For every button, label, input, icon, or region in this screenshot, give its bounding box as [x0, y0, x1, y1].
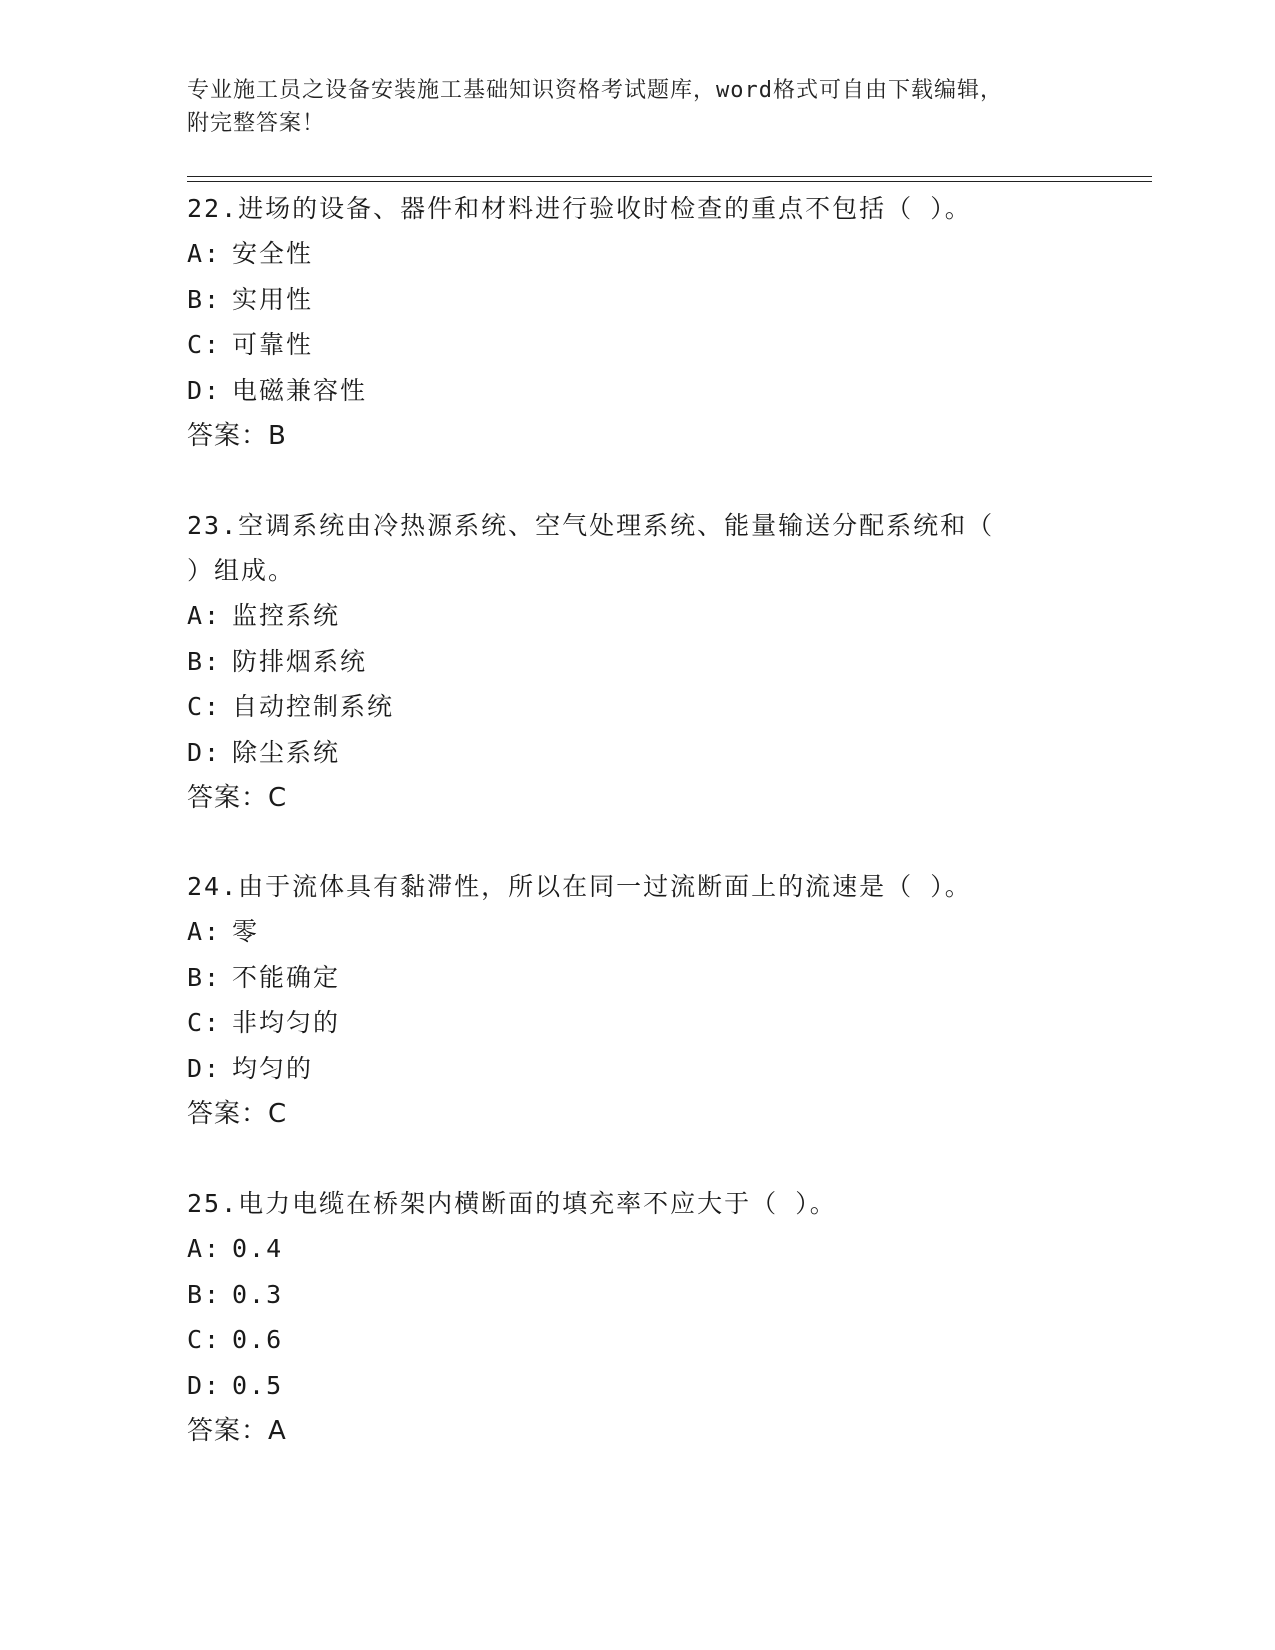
- option-letter: D:: [187, 1053, 222, 1083]
- answer-label: 答案：B: [187, 421, 287, 451]
- option-letter: B:: [187, 962, 222, 992]
- question-stem-line-1: 23.空调系统由冷热源系统、空气处理系统、能量输送分配系统和（: [187, 511, 995, 540]
- option-text: 0.5: [232, 1370, 284, 1400]
- option-b: [187, 639, 1067, 685]
- option-text: 非均匀的: [232, 1008, 341, 1037]
- option-letter: C:: [187, 330, 222, 359]
- option-text: 均匀的: [232, 1053, 314, 1083]
- option-a: [187, 1226, 1067, 1272]
- option-letter: A:: [187, 239, 222, 268]
- option-letter: C:: [187, 692, 222, 721]
- option-text: 0.6: [232, 1325, 284, 1354]
- option-b: [187, 1272, 1067, 1318]
- question-stem: 25.电力电缆在桥架内横断面的填充率不应大于（ ）。: [187, 1189, 837, 1218]
- option-letter: D:: [187, 737, 222, 767]
- question-24: [187, 864, 1067, 1137]
- option-letter: A:: [187, 1234, 222, 1263]
- option-letter: A:: [187, 601, 222, 630]
- option-text: 自动控制系统: [232, 692, 395, 721]
- option-a: [187, 231, 1067, 277]
- answer-label: 答案：C: [187, 1099, 288, 1129]
- option-text: 零: [232, 917, 260, 946]
- option-c: [187, 322, 1067, 368]
- option-letter: B:: [187, 284, 222, 314]
- question-stem-line-2: ）组成。: [187, 556, 296, 585]
- option-letter: C:: [187, 1008, 222, 1037]
- header-divider-top: [187, 176, 1152, 177]
- option-text: 监控系统: [232, 601, 341, 630]
- option-a: [187, 593, 1067, 639]
- header-line-1: 专业施工员之设备安装施工基础知识资格考试题库，word格式可自由下载编辑，: [187, 78, 1003, 103]
- option-d: [187, 730, 1067, 776]
- option-letter: A:: [187, 917, 222, 946]
- option-letter: D:: [187, 1370, 222, 1400]
- option-b: [187, 955, 1067, 1001]
- document-header: [187, 74, 1067, 140]
- option-text: 电磁兼容性: [232, 375, 368, 405]
- option-text: 防排烟系统: [232, 646, 368, 676]
- option-d: [187, 1363, 1067, 1409]
- option-letter: D:: [187, 375, 222, 405]
- question-23: [187, 503, 1067, 821]
- option-text: 可靠性: [232, 330, 314, 359]
- option-c: [187, 1000, 1067, 1046]
- option-text: 0.4: [232, 1234, 284, 1263]
- option-text: 不能确定: [232, 962, 341, 992]
- option-c: [187, 684, 1067, 730]
- option-d: [187, 1046, 1067, 1092]
- option-text: 安全性: [232, 239, 314, 268]
- question-stem: 24.由于流体具有黏滞性，所以在同一过流断面上的流速是（ ）。: [187, 872, 972, 901]
- question-25: [187, 1181, 1067, 1454]
- option-letter: B:: [187, 1279, 222, 1309]
- header-divider-bottom: [187, 181, 1152, 182]
- question-stem: 22.进场的设备、器件和材料进行验收时检查的重点不包括（ ）。: [187, 194, 972, 223]
- option-c: [187, 1317, 1067, 1363]
- option-a: [187, 909, 1067, 955]
- header-line-2: 附完整答案！: [187, 111, 326, 136]
- option-letter: B:: [187, 646, 222, 676]
- option-text: 0.3: [232, 1279, 284, 1309]
- option-letter: C:: [187, 1325, 222, 1354]
- answer-label: 答案：A: [187, 1416, 287, 1446]
- question-22: [187, 186, 1067, 459]
- option-text: 实用性: [232, 284, 314, 314]
- option-b: [187, 277, 1067, 323]
- option-text: 除尘系统: [232, 737, 341, 767]
- answer-label: 答案：C: [187, 783, 288, 813]
- option-d: [187, 368, 1067, 414]
